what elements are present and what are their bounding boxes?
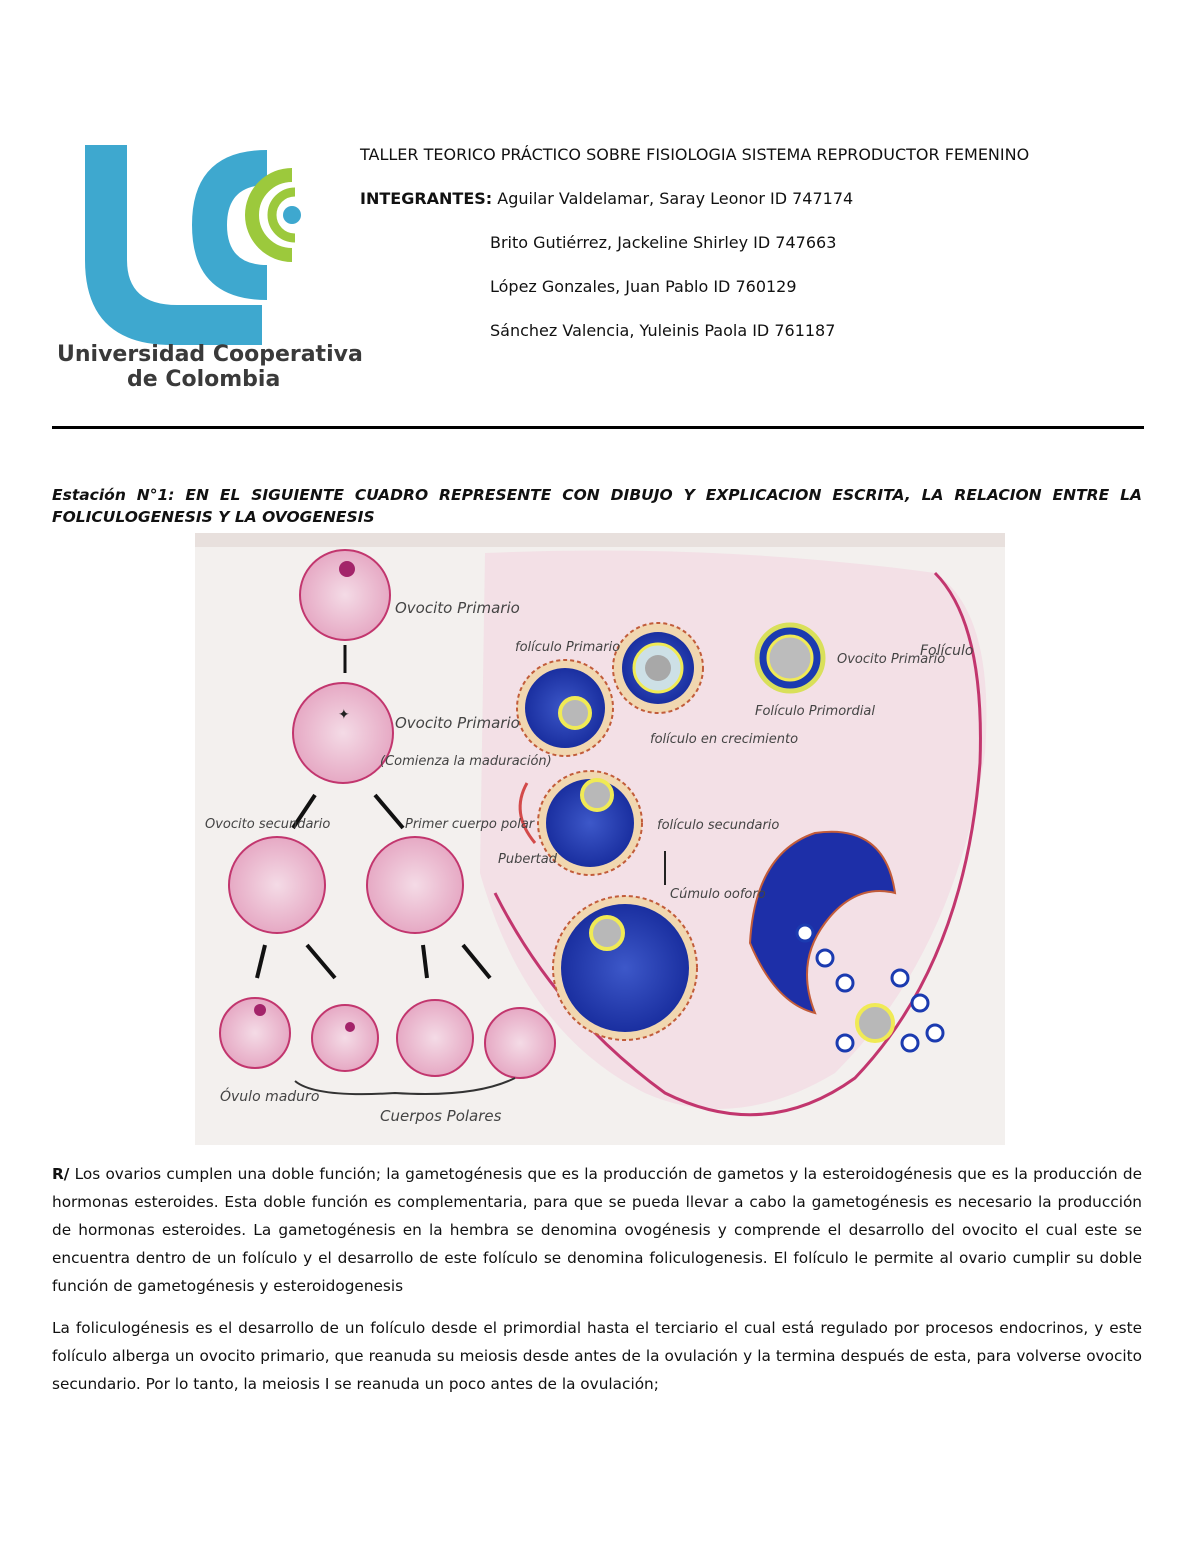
member-2: Brito Gutiérrez, Jackeline Shirley ID 747663 xyxy=(490,233,837,252)
station-heading: Estación N°1: EN EL SIGUIENTE CUADRO REPRESENTE CON DIBUJO Y EXPLICACION ESCRITA, LA RELACION ENTRE LA FOLICULOGENESIS Y LA OVOGENESIS xyxy=(52,486,1142,526)
answer-lead: R/ xyxy=(52,1165,70,1183)
tertiary-follicle xyxy=(553,896,697,1040)
paragraph-1-text: Los ovarios cumplen una doble función; la gametogénesis que es la producción de gametos y la esteroidogénesis que es la producción de hormonas esteroides. Esta doble función es complementaria, para que se pueda llevar a cabo la gametogénesis es necesario la producción de hormonas esteroides. La gametogénesis en la hembra se denomina ovogénesis y comprende el desarrollo del ovocito el cual este se encuentra dentro de un folículo y el desarrollo de este folículo se denomina foliculogenesis. El folículo le permite al ovario cumplir su doble función de gametogénesis y esteroidogenesis xyxy=(52,1165,1142,1295)
label-ovulo-maduro: Óvulo maduro xyxy=(220,1089,320,1105)
label-foliculo: Folículo xyxy=(920,643,974,659)
label-primer-cuerpo-polar: Primer cuerpo polar xyxy=(405,817,535,832)
primary-follicle xyxy=(517,660,613,756)
paragraph-2: La foliculogénesis es el desarrollo de un folículo desde el primordial hasta el terciario el cual está regulado por procesos endocrinos, y este folículo alberga un ovocito primario, que reanuda su meiosis desde antes de la ovulación y la termina después de esta, para volverse ovocito secundario. Por lo tanto, la meiosis I se reanuda un poco antes de la ovulación; xyxy=(52,1319,1142,1393)
oocyte-primary-2 xyxy=(293,683,393,783)
logo-wordmark xyxy=(57,342,363,392)
document-title: TALLER TEORICO PRÁCTICO SOBRE FISIOLOGIA SISTEMA REPRODUCTOR FEMENINO xyxy=(360,145,1030,164)
label-foliculo-secundario: folículo secundario xyxy=(657,818,780,833)
members-label: INTEGRANTES: xyxy=(360,189,493,208)
label-ovocito-primario-2a: Ovocito Primario xyxy=(395,714,520,732)
label-cumulo-ooforo: Cúmulo ooforo xyxy=(670,887,766,902)
label-foliculo-primordial: Folículo Primordial xyxy=(755,704,875,719)
first-polar-body xyxy=(367,837,463,933)
label-ovocito-primario-3: Ovocito Primario xyxy=(837,652,946,667)
label-foliculo-primario: folículo Primario xyxy=(515,640,621,655)
oocyte-secondary xyxy=(229,837,325,933)
logo-line-2: de Colombia xyxy=(127,367,281,392)
label-ovocito-primario: Ovocito Primario xyxy=(395,599,520,617)
member-1: Aguilar Valdelamar, Saray Leonor ID 747174 xyxy=(497,189,854,208)
label-cuerpos-polares: Cuerpos Polares xyxy=(380,1107,502,1125)
growing-follicle xyxy=(613,623,703,713)
member-4: Sánchez Valencia, Yuleinis Paola ID 761187 xyxy=(490,321,836,340)
oocyte-primary-1 xyxy=(300,550,390,640)
member-3: López Gonzales, Juan Pablo ID 760129 xyxy=(490,277,797,296)
label-foliculo-crecimiento: folículo en crecimiento xyxy=(650,732,799,747)
logo-line-1: Universidad Cooperativa xyxy=(57,342,363,367)
label-ovocito-primario-2b: (Comienza la maduración) xyxy=(380,754,552,769)
polar-body-1 xyxy=(312,1005,378,1071)
ovogenesis-drawing xyxy=(195,533,1005,1145)
members-first xyxy=(360,189,853,208)
primordial-follicle xyxy=(757,625,823,691)
polar-body-2 xyxy=(397,1000,473,1076)
header-divider xyxy=(52,426,1144,429)
label-pubertad: Pubertad xyxy=(498,852,557,867)
label-ovocito-secundario: Ovocito secundario xyxy=(205,817,331,832)
paragraph-1 xyxy=(52,1160,1142,1300)
svg-text:✦: ✦ xyxy=(338,706,350,722)
polar-body-3 xyxy=(485,1008,555,1078)
